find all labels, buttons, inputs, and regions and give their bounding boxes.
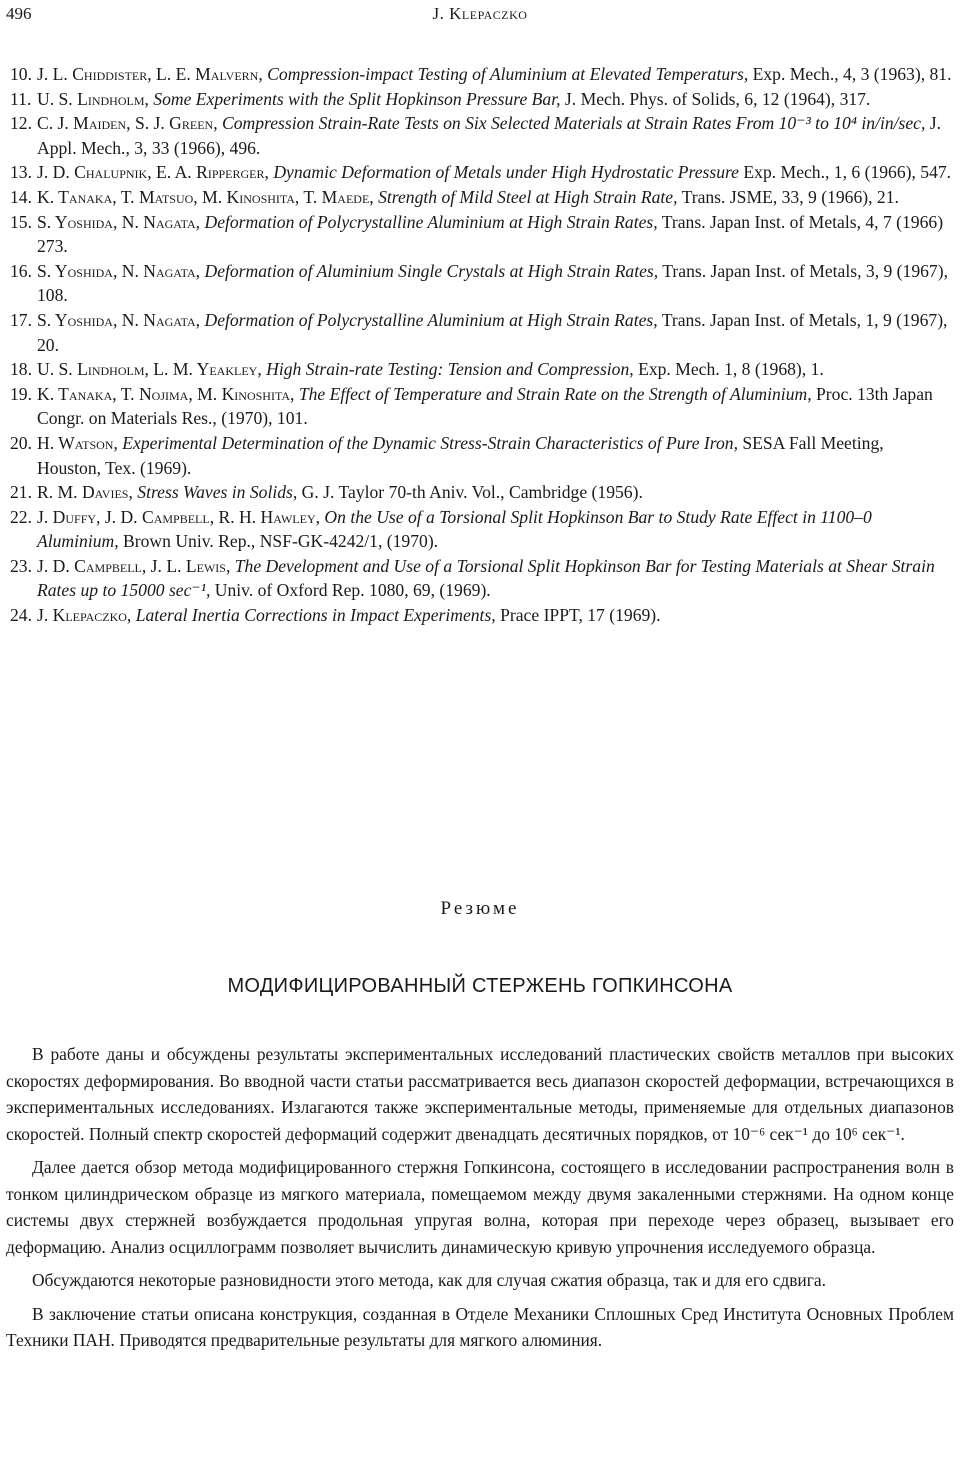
reference-source: Brown Univ. Rep., NSF-GK-4242/1, (1970). bbox=[123, 531, 439, 552]
reference-number: 22. bbox=[10, 506, 32, 527]
reference-authors: J. Klepaczko, bbox=[37, 605, 132, 626]
reference-title: Deformation of Aluminium Single Crystals at High Strain Rates, bbox=[204, 260, 659, 281]
reference-source: Trans. Japan Inst. of Metals, 3, 9 (1967), 108. bbox=[37, 260, 948, 306]
reference-authors: S. Yoshida, N. Nagata, bbox=[37, 211, 201, 232]
reference-item bbox=[10, 505, 952, 554]
reference-item bbox=[10, 554, 952, 603]
reference-authors: J. Duffy, J. D. Campbell, R. H. Hawley, bbox=[37, 506, 321, 527]
page-number: 496 bbox=[6, 4, 32, 23]
reference-item bbox=[10, 210, 952, 259]
reference-number: 11. bbox=[10, 88, 32, 109]
reference-source: Trans. Japan Inst. of Metals, 4, 7 (1966) 273. bbox=[37, 211, 944, 257]
reference-number: 16. bbox=[10, 260, 32, 281]
reference-authors: R. M. Davies, bbox=[37, 482, 133, 503]
reference-item bbox=[10, 308, 952, 357]
resume-paragraph: Далее дается обзор метода модифицированного стержня Гопкинсона, состоящего в исследовании распространения волн в тонком цилиндрическом образце из мягкого материала, помещаемом между двумя закаленными стержнями. На одном конце системы двух стержней возбуждается продольная упругая волна, которая при переходе через образец, вызывает его деформацию. Анализ осциллограмм позволяет вычислить динамическую кривую упрочнения исследуемого образца. bbox=[6, 1157, 954, 1257]
reference-source: Exp. Mech., 1, 6 (1966), 547. bbox=[743, 162, 952, 183]
resume-paragraph: В работе даны и обсуждены результаты экспериментальных исследований пластических свойств металлов при высоких скоростях деформирования. Во вводной части статьи рассматривается весь диапазон скоростей деформации, встречающихся в экспериментальных исследованиях. Излагаются также экспериментальные методы, применяемые для отдельных диапазонов скоростей. Полный спектр скоростей деформаций содержит двенадцать десятичных порядков, от 10⁻⁶ сек⁻¹ до 10⁶ сек⁻¹. bbox=[6, 1044, 954, 1144]
reference-number: 20. bbox=[10, 432, 32, 453]
reference-title: Strength of Mild Steel at High Strain Rate, bbox=[378, 186, 678, 207]
reference-authors: K. Tanaka, T. Matsuo, M. Kinoshita, T. Maede, bbox=[37, 186, 374, 207]
reference-item bbox=[10, 382, 952, 431]
reference-title: Experimental Determination of the Dynamic Stress-Strain Characteristics of Pure Iron, bbox=[122, 432, 738, 453]
reference-source: Exp. Mech., 4, 3 (1963), 81. bbox=[752, 64, 952, 84]
reference-source: Exp. Mech. 1, 8 (1968), 1. bbox=[638, 359, 824, 380]
reference-list bbox=[10, 62, 952, 628]
reference-item bbox=[10, 357, 952, 382]
reference-number: 24. bbox=[10, 605, 32, 626]
reference-title: High Strain-rate Testing: Tension and Compression, bbox=[266, 359, 634, 380]
reference-title: Compression Strain-Rate Tests on Six Selected Materials at Strain Rates From 10⁻³ to 10⁴ in/in/sec, bbox=[222, 113, 926, 134]
running-title: J. Klepaczko bbox=[432, 4, 528, 23]
reference-authors: H. Watson, bbox=[37, 432, 118, 453]
reference-number: 14. bbox=[10, 186, 32, 207]
reference-title: Lateral Inertia Corrections in Impact Experiments, bbox=[135, 605, 496, 626]
reference-authors: J. D. Campbell, J. L. Lewis, bbox=[37, 555, 231, 576]
reference-authors: S. Yoshida, N. Nagata, bbox=[37, 260, 201, 281]
reference-title: Some Experiments with the Split Hopkinson Pressure Bar, bbox=[153, 88, 561, 109]
reference-source: Trans. JSME, 33, 9 (1966), 21. bbox=[681, 186, 899, 207]
reference-item bbox=[10, 62, 952, 87]
reference-number: 12. bbox=[10, 113, 32, 134]
reference-number: 13. bbox=[10, 162, 32, 183]
reference-item bbox=[10, 111, 952, 160]
reference-number: 19. bbox=[10, 383, 32, 404]
reference-authors: U. S. Lindholm, bbox=[37, 88, 149, 109]
resume-paragraph: В заключение статьи описана конструкция, созданная в Отделе Механики Сплошных Сред Института Основных Проблем Техники ПАН. Приводятся предварительные результаты для мягкого алюминия. bbox=[6, 1303, 954, 1350]
reference-item bbox=[10, 259, 952, 308]
reference-source: Univ. of Oxford Rep. 1080, 69, (1969). bbox=[214, 580, 491, 601]
reference-number: 10. bbox=[10, 64, 32, 84]
reference-title: Deformation of Polycrystalline Aluminium at High Strain Rates, bbox=[204, 309, 658, 330]
reference-number: 17. bbox=[10, 309, 32, 330]
reference-source: Prace IPPT, 17 (1969). bbox=[500, 605, 661, 626]
reference-source: Proc. 13th Japan Congr. on Materials Res., (1970), 101. bbox=[37, 383, 933, 429]
reference-source: G. J. Taylor 70-th Aniv. Vol., Cambridge (1956). bbox=[301, 482, 643, 503]
reference-authors: J. D. Chalupnik, E. A. Ripperger, bbox=[37, 162, 269, 183]
reference-authors: S. Yoshida, N. Nagata, bbox=[37, 309, 201, 330]
reference-authors: U. S. Lindholm, L. M. Yeakley, bbox=[37, 359, 262, 380]
reference-title: The Development and Use of a Torsional Split Hopkinson Bar for Testing Materials at Shear Strain Rates up to 15000 sec⁻¹, bbox=[37, 555, 935, 601]
reference-item bbox=[10, 87, 952, 112]
reference-number: 21. bbox=[10, 482, 32, 503]
reference-title: Compression-impact Testing of Aluminium at Elevated Temperaturs, bbox=[267, 64, 749, 84]
reference-source: Trans. Japan Inst. of Metals, 1, 9 (1967), 20. bbox=[37, 309, 948, 355]
reference-authors: J. L. Chiddister, L. E. Malvern, bbox=[37, 64, 263, 84]
page-header bbox=[6, 4, 954, 26]
reference-item bbox=[10, 185, 952, 210]
reference-item bbox=[10, 603, 952, 628]
reference-number: 15. bbox=[10, 211, 32, 232]
reference-item bbox=[10, 480, 952, 505]
reference-number: 18. bbox=[10, 359, 32, 380]
reference-source: J. Appl. Mech., 3, 33 (1966), 496. bbox=[37, 113, 942, 158]
reference-item bbox=[10, 431, 952, 480]
resume-paragraph: Обсуждаются некоторые разновидности этого метода, как для случая сжатия образца, так и для его сдвига. bbox=[32, 1270, 826, 1290]
reference-number: 23. bbox=[10, 555, 32, 576]
reference-title: The Effect of Temperature and Strain Rate on the Strength of Aluminium, bbox=[298, 383, 812, 404]
reference-authors: C. J. Maiden, S. J. Green, bbox=[37, 113, 218, 134]
reference-item bbox=[10, 160, 952, 185]
resume-title: МОДИФИЦИРОВАННЫЙ СТЕРЖЕНЬ ГОПКИНСОНА bbox=[227, 975, 733, 997]
reference-authors: K. Tanaka, T. Nojima, M. Kinoshita, bbox=[37, 383, 295, 404]
reference-source: J. Mech. Phys. of Solids, 6, 12 (1964), 317. bbox=[564, 88, 871, 109]
resume-heading: Резюме bbox=[440, 898, 520, 919]
reference-source: SESA Fall Meeting, Houston, Tex. (1969). bbox=[37, 432, 884, 478]
reference-title: Stress Waves in Solids, bbox=[137, 482, 298, 503]
reference-title: On the Use of a Torsional Split Hopkinson Bar to Study Rate Effect in 1100–0 Aluminium, bbox=[37, 506, 872, 552]
reference-title: Deformation of Polycrystalline Aluminium at High Strain Rates, bbox=[204, 211, 658, 232]
resume-body bbox=[6, 1041, 954, 1361]
reference-title: Dynamic Deformation of Metals under High Hydrostatic Pressure bbox=[273, 162, 739, 183]
